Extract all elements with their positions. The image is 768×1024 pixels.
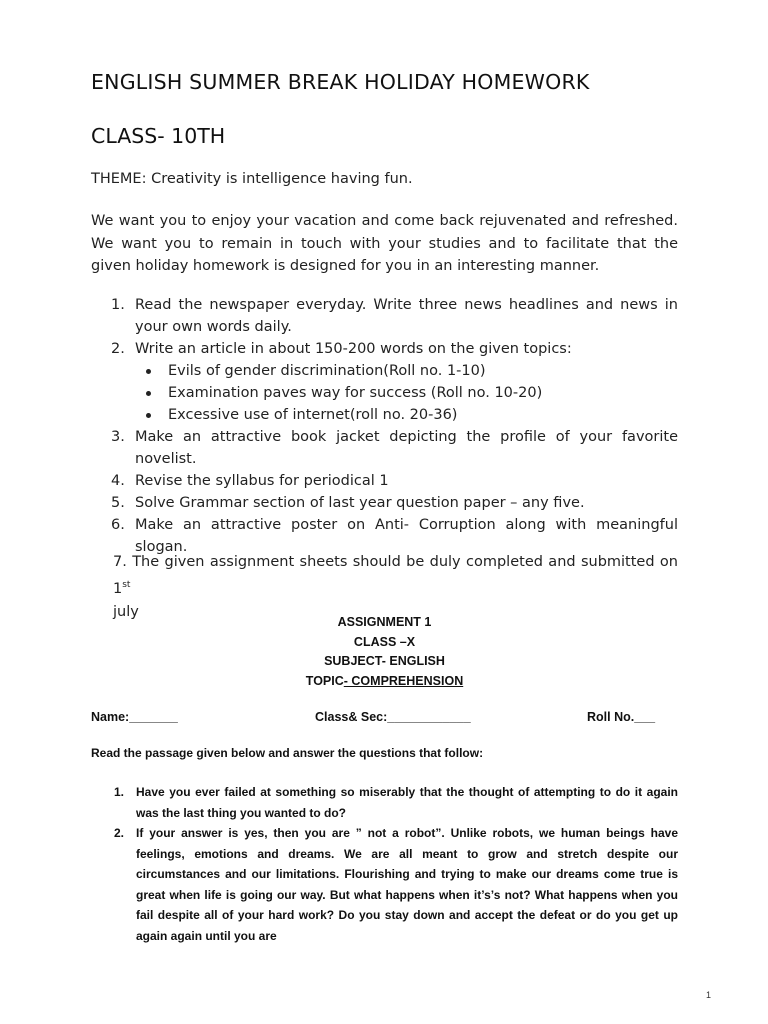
task-item xyxy=(91,426,678,470)
class-section-field: Class& Sec:____________ xyxy=(315,710,471,724)
task-text: Write an article in about 150-200 words on the given topics: xyxy=(135,341,572,357)
page-number: 1 xyxy=(706,990,712,1000)
student-fields xyxy=(91,710,688,730)
ordinal-suffix: st xyxy=(122,580,131,590)
assignment-class: CLASS –X xyxy=(353,634,416,649)
topic-value: - COMPREHENSION xyxy=(343,673,464,688)
task-number: 5. xyxy=(111,495,125,511)
class-heading: CLASS- 10TH xyxy=(91,124,226,148)
task-item xyxy=(91,492,678,514)
task-item xyxy=(91,470,678,492)
task-list xyxy=(91,294,678,558)
assignment-subject: SUBJECT- ENGLISH xyxy=(324,654,445,668)
passage-number: 1. xyxy=(114,785,125,799)
submission-month: july xyxy=(113,603,139,620)
name-field: Name:_______ xyxy=(91,710,178,724)
topic-item: Examination paves way for success (Roll no. 10-20) xyxy=(135,382,678,404)
intro-paragraph: We want you to enjoy your vacation and come back rejuvenated and refreshed. We want you to remain in touch with your studies and to facilitate that the given holiday homework is designed for you in an interesting manner. xyxy=(91,213,678,274)
task-number: 4. xyxy=(111,473,125,489)
assignment-title: ASSIGNMENT 1 xyxy=(337,615,432,629)
task-text: Solve Grammar section of last year question paper – any five. xyxy=(135,495,585,511)
topic-label: TOPIC xyxy=(305,673,344,688)
task-number: 3. xyxy=(111,429,125,445)
passage-text: Have you ever failed at something so miserably that the thought of attempting to do it again was the last thing you wanted to do? xyxy=(136,785,678,820)
passage-number: 2. xyxy=(114,826,125,840)
task-number: 2. xyxy=(111,341,125,357)
task-number: 6. xyxy=(111,517,125,533)
passage-item xyxy=(91,823,678,946)
task-text: Read the newspaper everyday. Write three news headlines and news in your own words daily. xyxy=(135,297,678,335)
passage-text: If your answer is yes, then you are ” not a robot”. Unlike robots, we human beings have feelings, emotions and dreams. We are all meant to grow and stretch despite our circumstances and our limitations. Flourishing and trying to make our dreams come true is great when life is going our way. But what happens when it’s’s not? What happens when you fail despite all of your hard work? Do you stay down and accept the defeat or do you get up again again until you are xyxy=(136,826,678,943)
submission-text: 7. The given assignment sheets should be duly completed and submitted on 1 xyxy=(113,554,678,597)
theme-line: THEME: Creativity is intelligence having fun. xyxy=(91,171,413,187)
task-item xyxy=(91,294,678,338)
task-item xyxy=(91,338,678,426)
task-number: 1. xyxy=(111,297,125,313)
instruction-text: Read the passage given below and answer the questions that follow: xyxy=(91,746,484,760)
passage-item xyxy=(91,782,678,823)
task-text: Revise the syllabus for periodical 1 xyxy=(135,473,389,489)
assignment-heading xyxy=(91,613,678,691)
assignment-topic xyxy=(91,672,678,692)
task-text: Make an attractive book jacket depicting the profile of your favorite novelist. xyxy=(135,429,678,467)
passage-list xyxy=(91,782,678,946)
roll-number-field: Roll No.___ xyxy=(587,710,656,724)
topic-item: Excessive use of internet(roll no. 20-36) xyxy=(135,404,678,426)
topic-item: Evils of gender discrimination(Roll no. 1-10) xyxy=(135,360,678,382)
task-text: Make an attractive poster on Anti- Corruption along with meaningful slogan. xyxy=(135,517,678,555)
topic-list xyxy=(135,360,678,426)
page-title: ENGLISH SUMMER BREAK HOLIDAY HOMEWORK xyxy=(91,70,590,94)
